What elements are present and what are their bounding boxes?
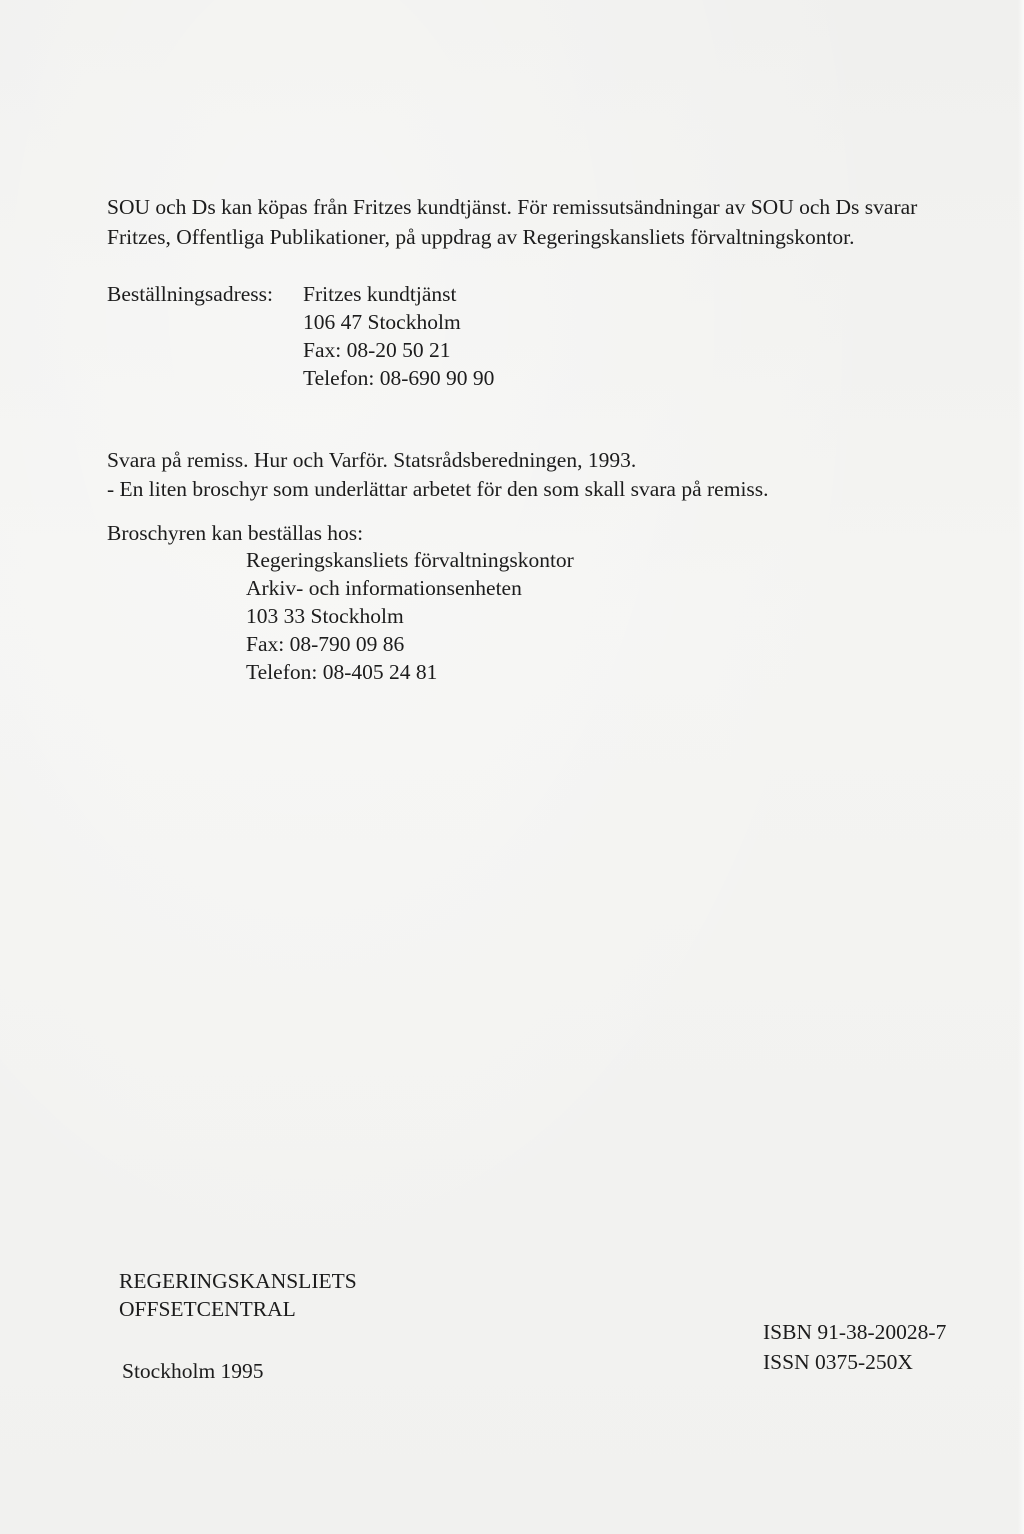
order-address-block bbox=[303, 280, 494, 392]
page-edge bbox=[1018, 0, 1024, 1534]
brochure-address-block bbox=[246, 546, 574, 686]
printer-name-line-1: REGERINGSKANSLIETS bbox=[119, 1269, 357, 1293]
intro-line-2: Fritzes, Offentliga Publikationer, på uppdrag av Regeringskansliets förvaltningskontor. bbox=[107, 225, 855, 249]
brochure-address-line: 103 33 Stockholm bbox=[246, 604, 404, 628]
brochure-address-line: Arkiv- och informationsenheten bbox=[246, 576, 522, 600]
printer-name-line-2: OFFSETCENTRAL bbox=[119, 1297, 296, 1321]
order-address-label: Beställningsadress: bbox=[107, 282, 274, 306]
order-address-line: Fax: 08-20 50 21 bbox=[303, 338, 451, 362]
brochure-order-label: Broschyren kan beställas hos: bbox=[107, 521, 364, 545]
brochure-address-line: Regeringskansliets förvaltningskontor bbox=[246, 548, 574, 572]
brochure-address-line: Fax: 08-790 09 86 bbox=[246, 632, 405, 656]
issn-number: ISSN 0375-250X bbox=[763, 1350, 913, 1374]
order-address-line: Telefon: 08-690 90 90 bbox=[303, 366, 495, 390]
brochure-title-line: Svara på remiss. Hur och Varför. Statsrådsberedningen, 1993. bbox=[107, 448, 637, 472]
order-address-line: Fritzes kundtjänst bbox=[303, 282, 457, 306]
brochure-description-line: - En liten broschyr som underlättar arbetet för den som skall svara på remiss. bbox=[107, 477, 769, 501]
printer-place-year: Stockholm 1995 bbox=[122, 1359, 264, 1383]
brochure-address-line: Telefon: 08-405 24 81 bbox=[246, 660, 438, 684]
order-address-line: 106 47 Stockholm bbox=[303, 310, 461, 334]
isbn-number: ISBN 91-38-20028-7 bbox=[763, 1320, 947, 1344]
intro-line-1: SOU och Ds kan köpas från Fritzes kundtjänst. För remissutsändningar av SOU och Ds svarar bbox=[107, 195, 918, 219]
